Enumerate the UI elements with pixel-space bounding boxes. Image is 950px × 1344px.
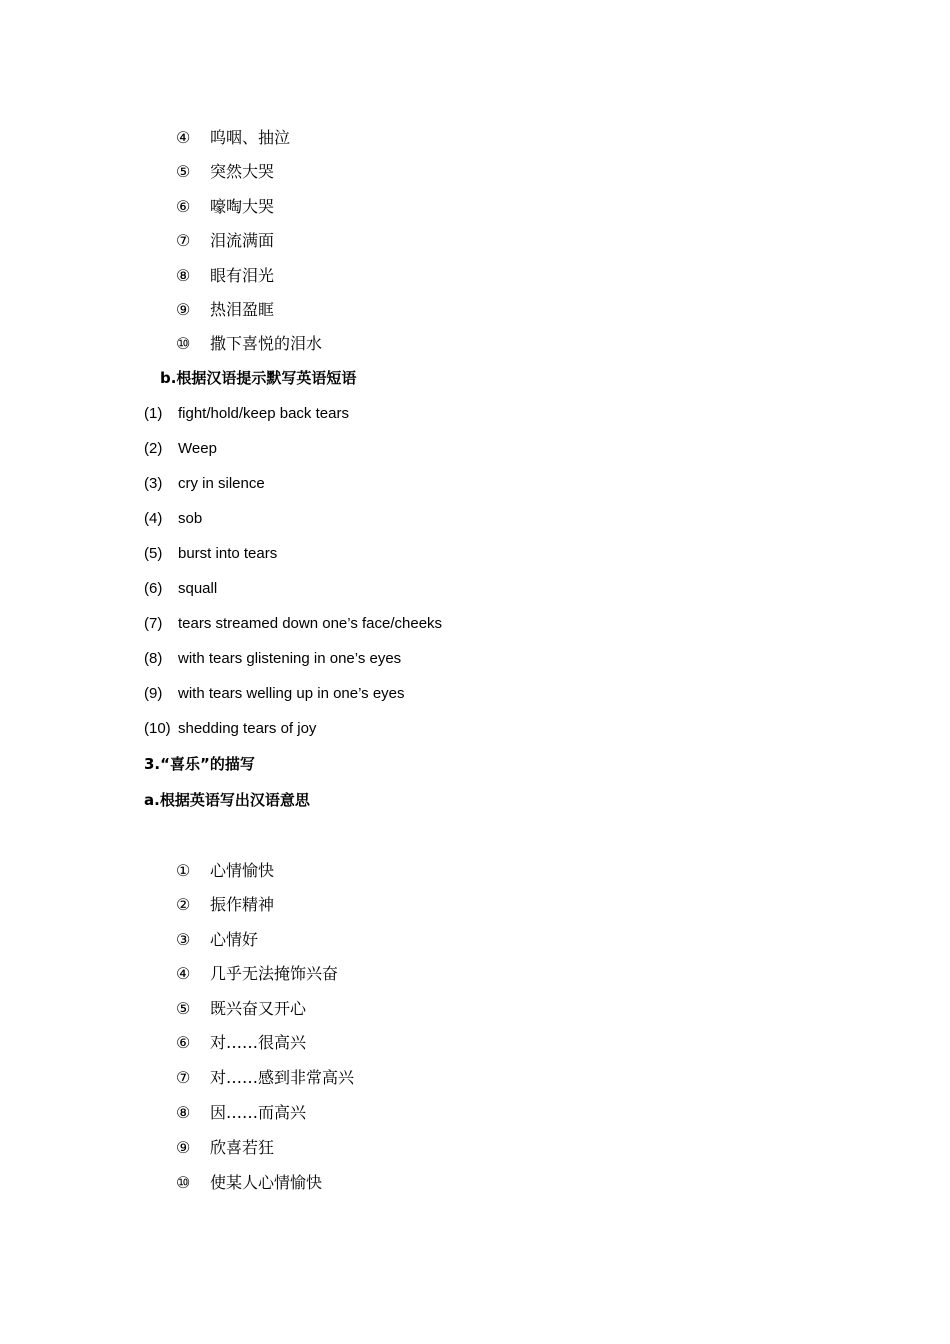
item-number: ⑩ xyxy=(176,1173,191,1192)
item-number: ③ xyxy=(176,930,191,949)
item-text: 突然大哭 xyxy=(210,162,275,181)
item-text: 嚎啕大哭 xyxy=(210,197,275,216)
item-number: ⑥ xyxy=(176,197,191,216)
item-text: 几乎无法掩饰兴奋 xyxy=(210,964,339,983)
item-number: ⑥ xyxy=(176,1033,191,1052)
section-heading-b: b.根据汉语提示默写英语短语 xyxy=(160,369,357,387)
item-text: burst into tears xyxy=(178,545,278,562)
item-text: 眼有泪光 xyxy=(210,266,275,285)
item-number: ⑩ xyxy=(176,334,191,353)
item-text: with tears glistening in one’s eyes xyxy=(178,650,402,667)
item-text: Weep xyxy=(178,440,217,457)
item-number: (9) xyxy=(144,685,163,702)
item-number: ⑦ xyxy=(176,231,191,250)
item-number: (3) xyxy=(144,475,163,492)
item-text: 对……很高兴 xyxy=(210,1033,307,1052)
item-text: 既兴奋又开心 xyxy=(210,999,307,1018)
item-text: 欣喜若狂 xyxy=(210,1138,275,1157)
item-text: squall xyxy=(178,580,218,597)
item-text: sob xyxy=(178,510,203,527)
item-text: 振作精神 xyxy=(210,895,275,914)
item-number: (4) xyxy=(144,510,163,527)
item-number: (2) xyxy=(144,440,163,457)
item-number: ① xyxy=(176,861,191,880)
item-number: (5) xyxy=(144,545,163,562)
item-number: ② xyxy=(176,895,191,914)
item-number: ⑤ xyxy=(176,999,191,1018)
item-text: 使某人心情愉快 xyxy=(210,1173,323,1192)
item-number: (1) xyxy=(144,405,163,422)
section-heading-3: 3.“喜乐”的描写 xyxy=(144,755,255,773)
item-text: 呜咽、抽泣 xyxy=(210,128,291,147)
item-text: fight/hold/keep back tears xyxy=(178,405,349,422)
item-number: ⑧ xyxy=(176,1103,191,1122)
item-number: ⑧ xyxy=(176,266,191,285)
item-number: ⑨ xyxy=(176,300,191,319)
item-text: tears streamed down one’s face/cheeks xyxy=(178,615,443,632)
item-text: 热泪盈眶 xyxy=(210,300,275,319)
section-heading-3a: a.根据英语写出汉语意思 xyxy=(144,791,310,809)
item-number: ④ xyxy=(176,128,191,147)
item-text: 心情愉快 xyxy=(210,861,275,880)
item-text: with tears welling up in one’s eyes xyxy=(178,685,405,702)
item-number: ⑦ xyxy=(176,1068,191,1087)
item-text: cry in silence xyxy=(178,475,265,492)
item-number: (6) xyxy=(144,580,163,597)
item-number: (10) xyxy=(144,720,171,737)
item-number: ④ xyxy=(176,964,191,983)
item-number: ⑤ xyxy=(176,162,191,181)
item-text: 泪流满面 xyxy=(210,231,275,250)
item-number: (8) xyxy=(144,650,163,667)
item-number: (7) xyxy=(144,615,163,632)
item-text: 心情好 xyxy=(210,930,259,949)
item-text: 撒下喜悦的泪水 xyxy=(210,334,323,353)
item-text: shedding tears of joy xyxy=(178,720,317,737)
item-number: ⑨ xyxy=(176,1138,191,1157)
item-text: 因……而高兴 xyxy=(210,1103,307,1122)
item-text: 对……感到非常高兴 xyxy=(210,1068,355,1087)
